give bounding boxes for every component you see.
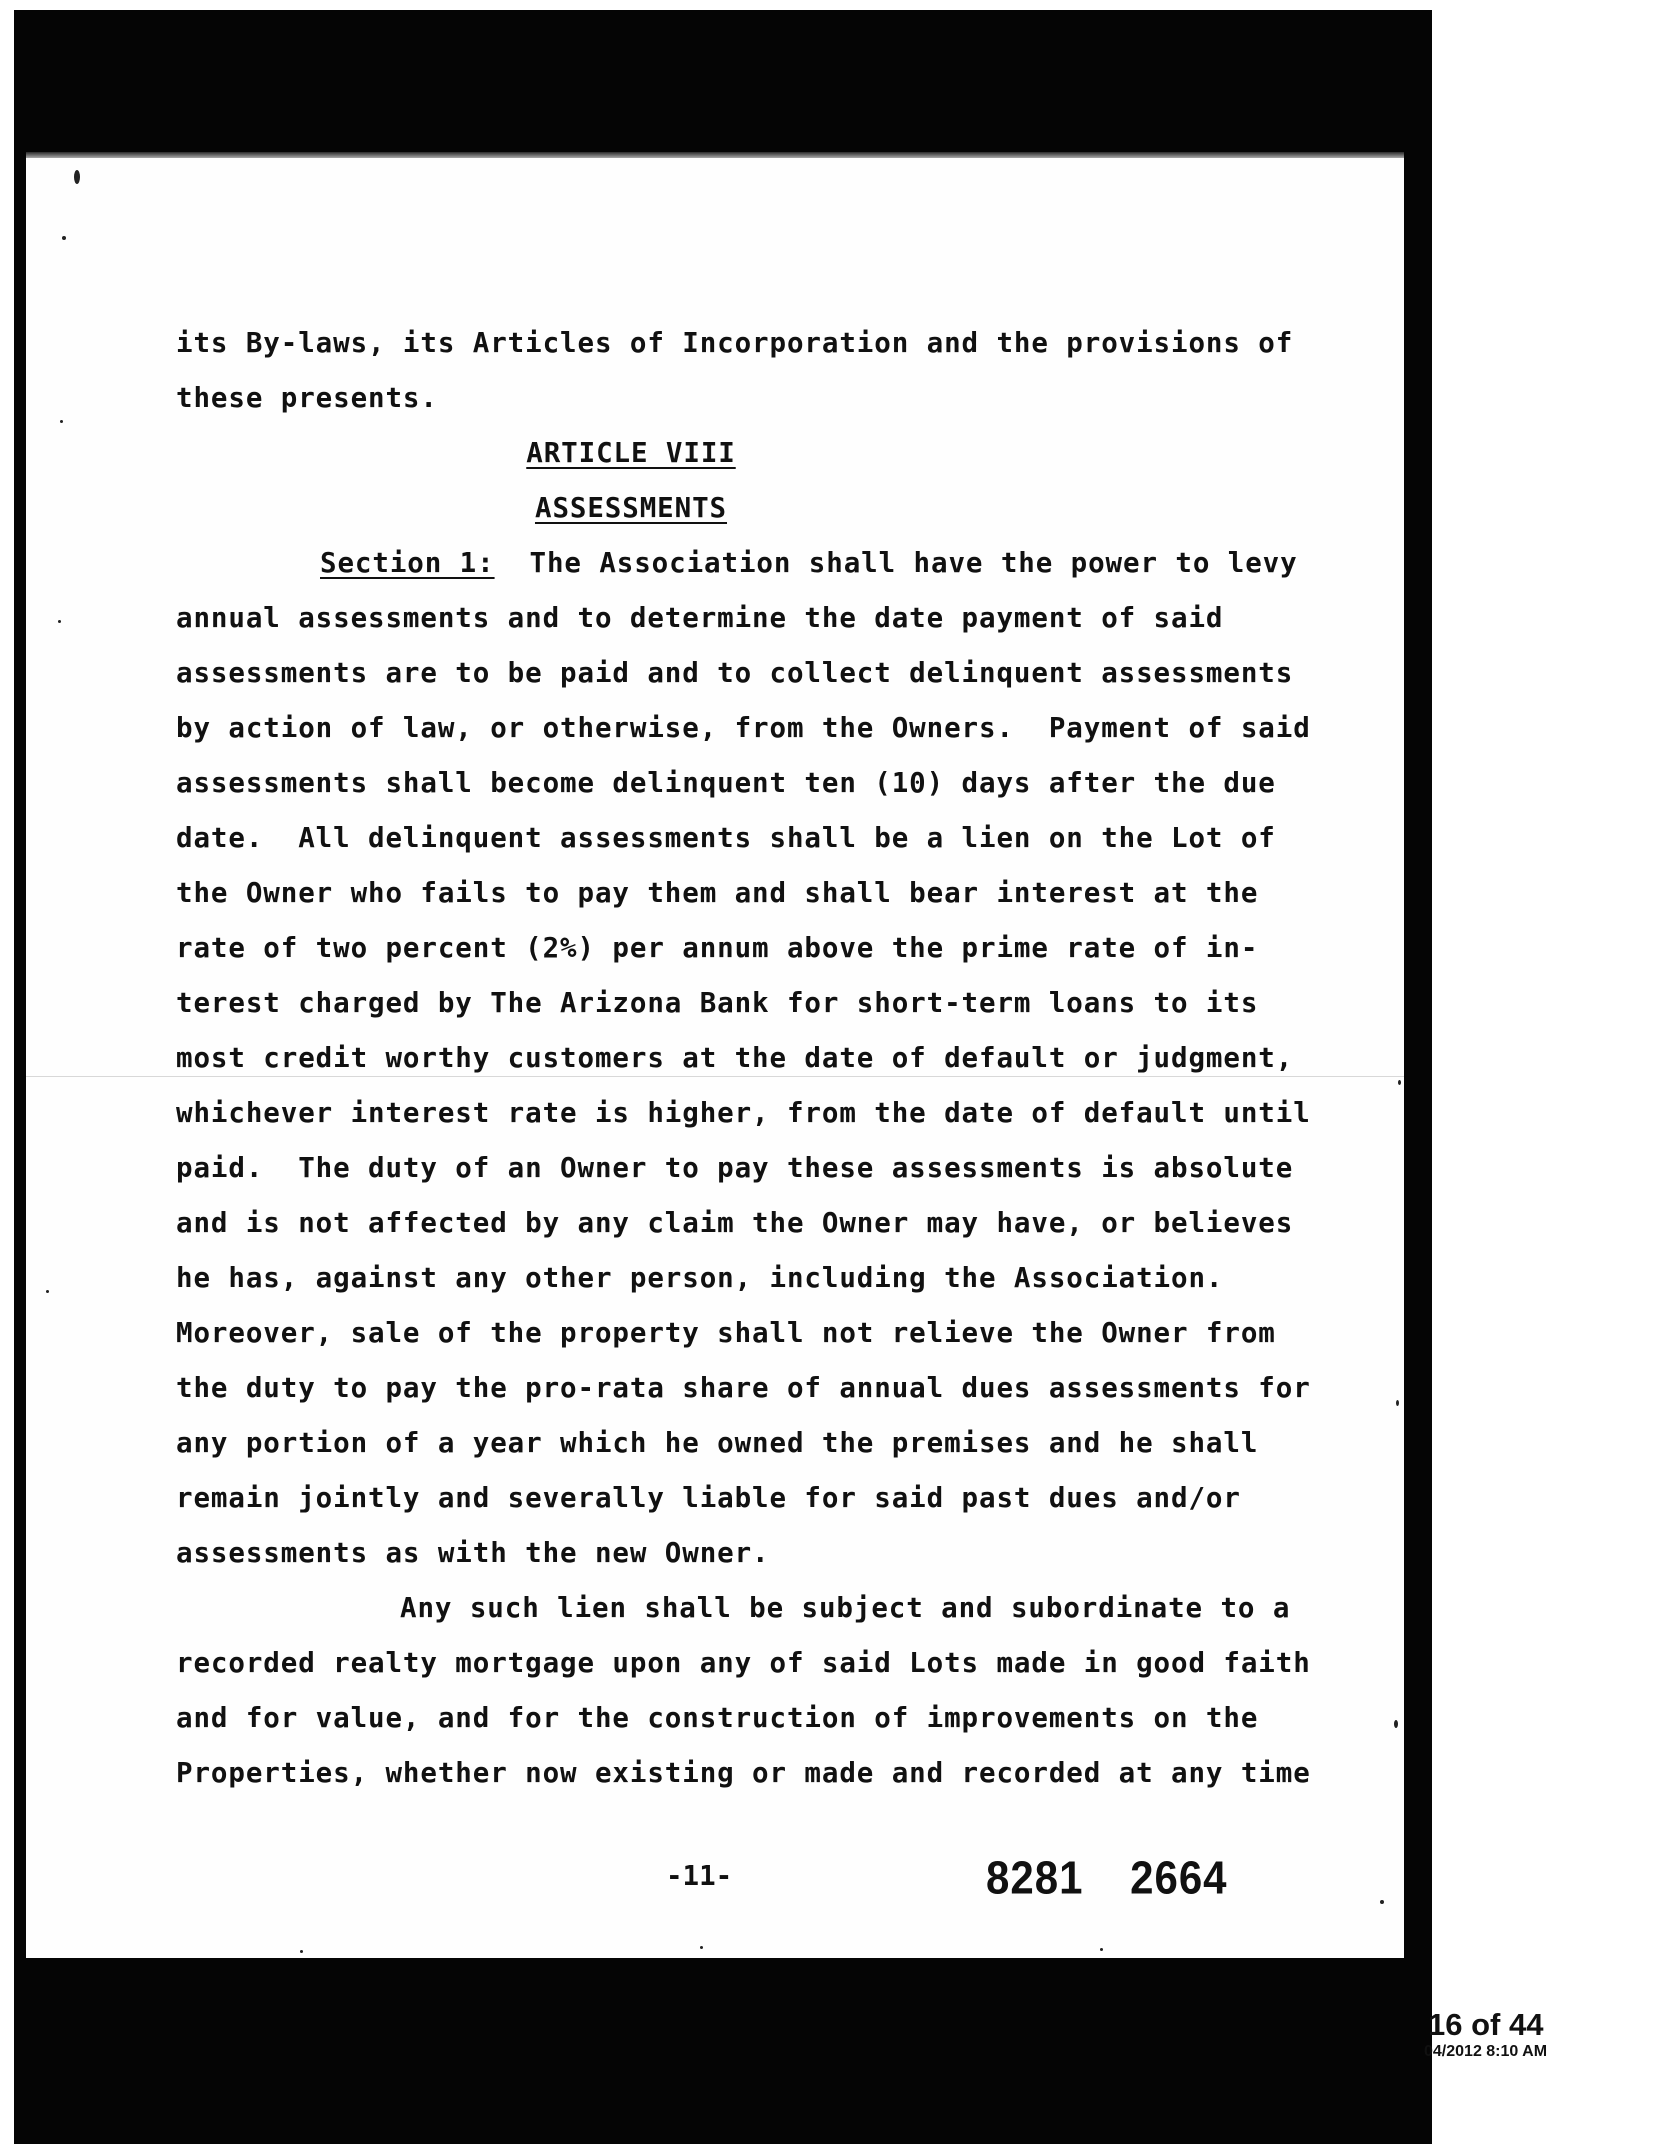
scan-speck	[1380, 1900, 1384, 1904]
article-number: ARTICLE VIII	[526, 437, 736, 469]
body-line: annual assessments and to determine the date payment of said	[176, 602, 1224, 634]
article-heading	[176, 426, 1276, 481]
recording-book-page: 8281 2664	[986, 1851, 1228, 1904]
scan-speck	[1100, 1948, 1103, 1951]
scan-speck	[60, 420, 63, 423]
body-line: whichever interest rate is higher, from the date of default until	[176, 1097, 1311, 1129]
body-line: he has, against any other person, including the Association.	[176, 1262, 1224, 1294]
page-count: 16 of 44	[1428, 2007, 1544, 2042]
body-line: any portion of a year which he owned the premises and he shall	[176, 1427, 1259, 1459]
section-label: Section 1:	[320, 547, 495, 579]
body-line: Moreover, sale of the property shall not relieve the Owner from	[176, 1317, 1276, 1349]
body-line: terest charged by The Arizona Bank for short-term loans to its	[176, 987, 1259, 1019]
body-line: rate of two percent (2%) per annum above the prime rate of in-	[176, 932, 1259, 964]
scan-speck	[46, 1290, 49, 1293]
section-line	[176, 536, 1298, 591]
body-line: these presents.	[176, 382, 438, 414]
article-title-text: ASSESSMENTS	[534, 492, 728, 524]
article-title	[176, 481, 1276, 536]
body-line: its By-laws, its Articles of Incorporation and the provisions of	[176, 327, 1294, 359]
document-body	[176, 316, 1311, 1801]
body-line: the Owner who fails to pay them and shall bear interest at the	[176, 877, 1259, 909]
scan-speck	[74, 170, 80, 184]
scan-margin	[0, 0, 14, 2144]
scan-speck	[62, 236, 66, 240]
scan-speck	[1398, 1080, 1401, 1085]
body-line: paid. The duty of an Owner to pay these assessments is absolute	[176, 1152, 1294, 1184]
scan-speck	[700, 1946, 703, 1949]
body-line: Any such lien shall be subject and subordinate to a	[400, 1592, 1291, 1624]
body-line: date. All delinquent assessments shall be a lien on the Lot of	[176, 822, 1276, 854]
body-line: by action of law, or otherwise, from the Owners. Payment of said	[176, 712, 1311, 744]
body-line: assessments are to be paid and to collect delinquent assessments	[176, 657, 1294, 689]
scan-speck	[58, 620, 61, 623]
body-line: Properties, whether now existing or made and recorded at any time	[176, 1757, 1311, 1789]
body-line: recorded realty mortgage upon any of said Lots made in good faith	[176, 1647, 1311, 1679]
print-timestamp: 04/2012 8:10 AM	[1424, 2043, 1548, 2060]
body-line: most credit worthy customers at the date of default or judgment,	[176, 1042, 1294, 1074]
page-number: -11-	[666, 1860, 733, 1892]
body-line: assessments as with the new Owner.	[176, 1537, 770, 1569]
section-text: The Association shall have the power to levy	[494, 547, 1298, 579]
body-line: the duty to pay the pro-rata share of annual dues assessments for	[176, 1372, 1311, 1404]
body-line: and is not affected by any claim the Owner may have, or believes	[176, 1207, 1294, 1239]
body-line: and for value, and for the construction of improvements on the	[176, 1702, 1259, 1734]
body-line: assessments shall become delinquent ten (10) days after the due	[176, 767, 1276, 799]
page-counter	[1424, 2007, 1664, 2062]
scan-speck	[300, 1950, 303, 1953]
body-line: remain jointly and severally liable for said past dues and/or	[176, 1482, 1241, 1514]
scan-speck	[1394, 1720, 1398, 1728]
scan-speck	[1396, 1400, 1399, 1406]
